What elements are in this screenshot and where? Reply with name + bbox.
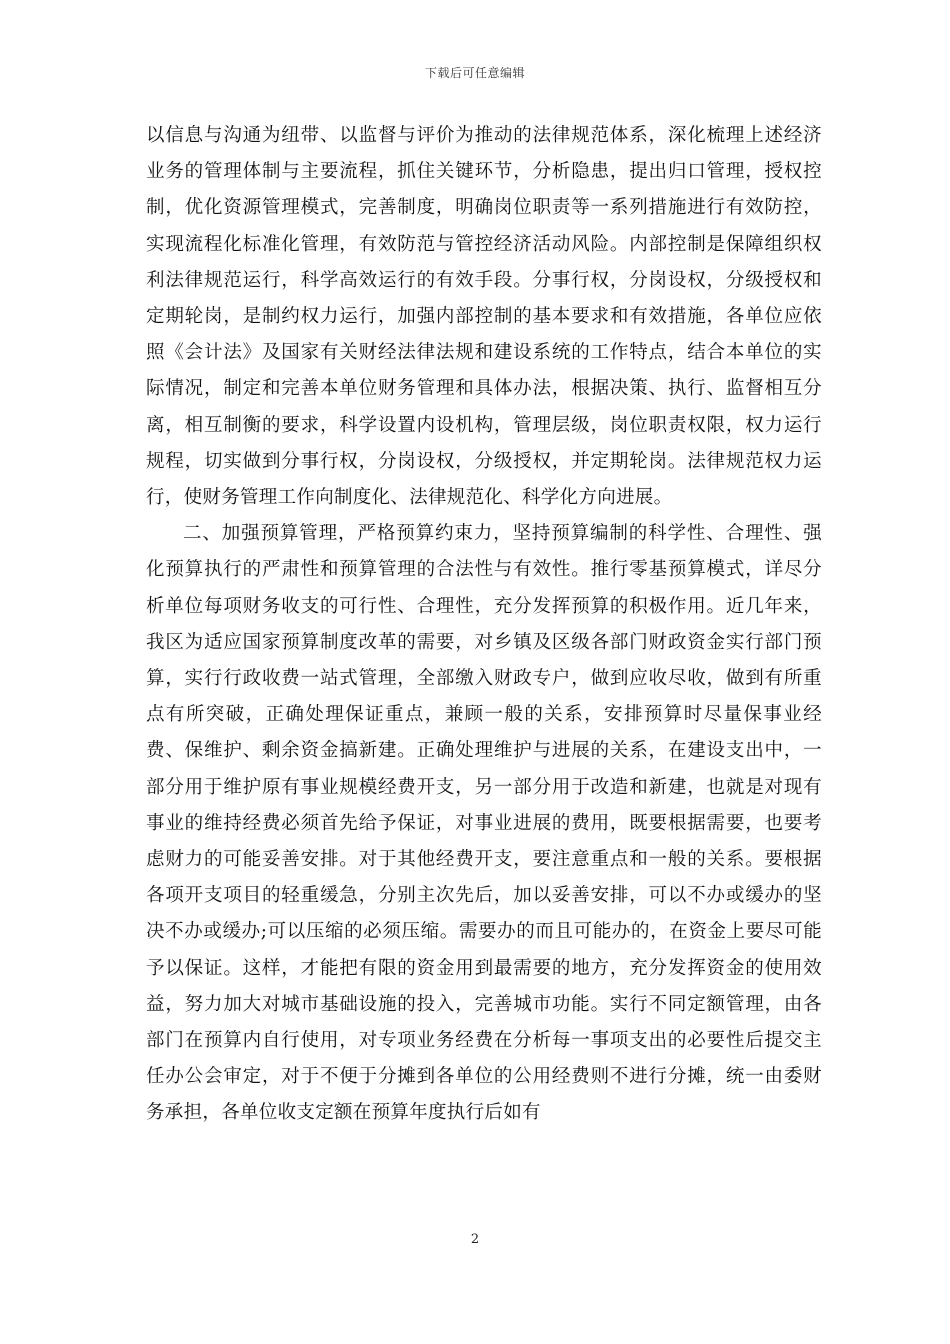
page-number: 2 bbox=[470, 1232, 480, 1247]
page-header: 下载后可任意编辑 bbox=[424, 66, 525, 80]
paragraph-1: 以信息与沟通为纽带、以监督与评价为推动的法律规范体系，深化梳理上述经济业务的管理体制与主要流程，抓住关键环节，分析隐患，提出归口管理，授权控制，优化资源管理模式，完善制度，明确岗位职责等一系列措施进行有效防控，实现流程化标准化管理，有效防范与管控经济活动风险。内部控制是保障组织权利法律规范运行，科学高效运行的有效手段。分事行权，分岗设权，分级授权和定期轮岗，是制约权力运行，加强内部控制的基本要求和有效措施，各单位应依照《会计法》及国家有关财经法律法规和建设系统的工作特点，结合本单位的实际情况，制定和完善本单位财务管理和具体办法，根据决策、执行、监督相互分离，相互制衡的要求，科学设置内设机构，管理层级，岗位职责权限，权力运行规程，切实做到分事行权，分岗设权，分级授权，并定期轮岗。法律规范权力运行，使财务管理工作向制度化、法律规范化、科学化方向进展。 bbox=[146, 125, 822, 509]
document-body bbox=[146, 118, 822, 1132]
paragraph-2: 二、加强预算管理，严格预算约束力，坚持预算编制的科学性、合理性、强化预算执行的严肃性和预算管理的合法性与有效性。推行零基预算模式，详尽分析单位每项财务收支的可行性、合理性，充分发挥预算的积极作用。近几年来，我区为适应国家预算制度改革的需要，对乡镇及区级各部门财政资金实行部门预算，实行行政收费一站式管理，全部缴入财政专户，做到应收尽收，做到有所重点有所突破，正确处理保证重点，兼顾一般的关系，安排预算时尽量保事业经费、保维护、剩余资金搞新建。正确处理维护与进展的关系，在建设支出中，一部分用于维护原有事业规模经费开支，另一部分用于改造和新建，也就是对现有事业的维持经费必须首先给予保证，对事业进展的费用，既要根据需要，也要考虑财力的可能妥善安排。对于其他经费开支，要注意重点和一般的关系。要根据各项开支项目的轻重缓急，分别主次先后，加以妥善安排，可以不办或缓办的坚决不办或缓办;可以压缩的必须压缩。需要办的而且可能办的，在资金上要尽可能予以保证。这样，才能把有限的资金用到最需要的地方，充分发挥资金的使用效益，努力加大对城市基础设施的投入，完善城市功能。实行不同定额管理，由各部门在预算内自行使用，对专项业务经费在分析每一事项支出的必要性后提交主任办公会审定，对于不便于分摊到各单位的公用经费则不进行分摊，统一由委财务承担，各单位收支定额在预算年度执行后如有 bbox=[146, 523, 822, 1124]
